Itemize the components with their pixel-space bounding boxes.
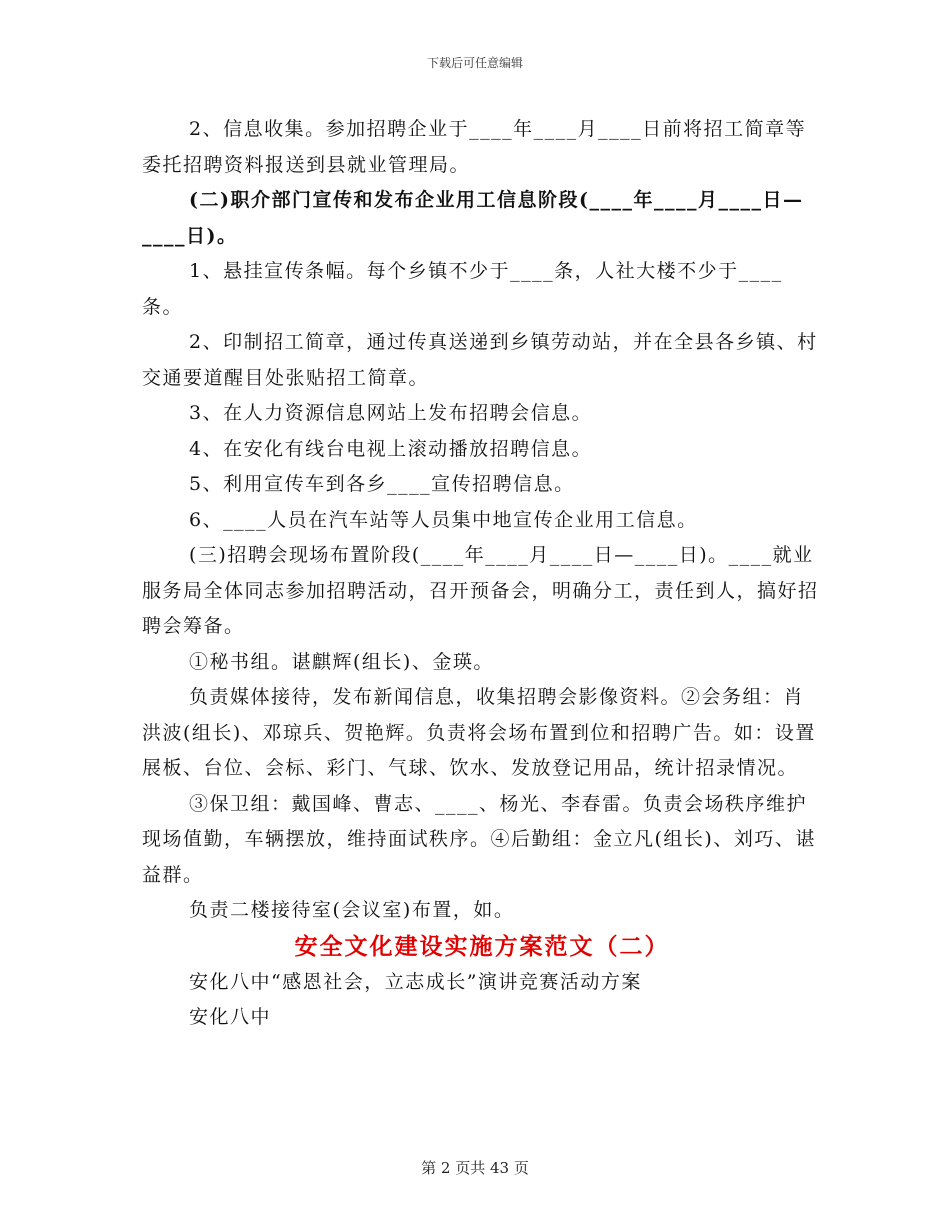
page-header: 下载后可任意编辑 [426,56,523,70]
paragraph-secretary-group: ①秘书组。谌麒辉(组长)、金瑛。 [189,650,494,673]
paragraph-school-name: 安化八中 [189,1006,272,1028]
paragraph-website: 3、在人力资源信息网站上发布招聘会信息。 [189,402,593,424]
page-footer: 第 2 页共 43 页 [421,1159,529,1177]
heading-publicity-stage: (二)职介部门宣传和发布企业用工信息阶段(____年____月____日—____日)。 [142,189,804,247]
paragraph-tv: 4、在安化有线台电视上滚动播放招聘信息。 [189,437,593,460]
paragraph-banners: 1、悬挂宣传条幅。每个乡镇不少于____条，人社大楼不少于____条。 [142,260,783,318]
paragraph-brochures: 2、印制招工简章，通过传真送递到乡镇劳动站，并在全县各乡镇、村交通要道醒目处张贴招工简章。 [142,331,818,389]
paragraph-bus-station: 6、____人员在汽车站等人员集中地宣传企业用工信息。 [189,508,698,531]
paragraph-reception-room: 负责二楼接待室(会议室)布置，如。 [189,899,515,921]
document-body [142,112,822,1036]
section-title: 安全文化建设实施方案范文（二） [294,932,670,960]
paragraph-media-meeting-group: 负责媒体接待，发布新闻信息，收集招聘会影像资料。②会务组：肖洪波(组长)、邓琼兵、贺艳辉。负责将会场布置到位和招聘广告。如：设置展板、台位、会标、彩门、气球、饮水、发放登记用品，统计招录情况。 [142,686,816,779]
paragraph-vehicle: 5、利用宣传车到各乡____宣传招聘信息。 [189,473,575,495]
paragraph-info-collection: 2、信息收集。参加招聘企业于____年____月____日前将招工简章等委托招聘资料报送到县就业管理局。 [142,118,807,176]
paragraph-security-logistics: ③保卫组：戴国峰、曹志、____、杨光、李春雷。负责会场秩序维护现场值勤，车辆摆放，维持面试秩序。④后勤组：金立凡(组长)、刘巧、谌益群。 [142,792,816,886]
paragraph-venue-stage: (三)招聘会现场布置阶段(____年____月____日—____日)。____就业服务局全体同志参加招聘活动，召开预备会，明确分工，责任到人，搞好招聘会筹备。 [142,544,819,637]
paragraph-speech-plan: 安化八中“感恩社会，立志成长”演讲竞赛活动方案 [189,970,642,993]
